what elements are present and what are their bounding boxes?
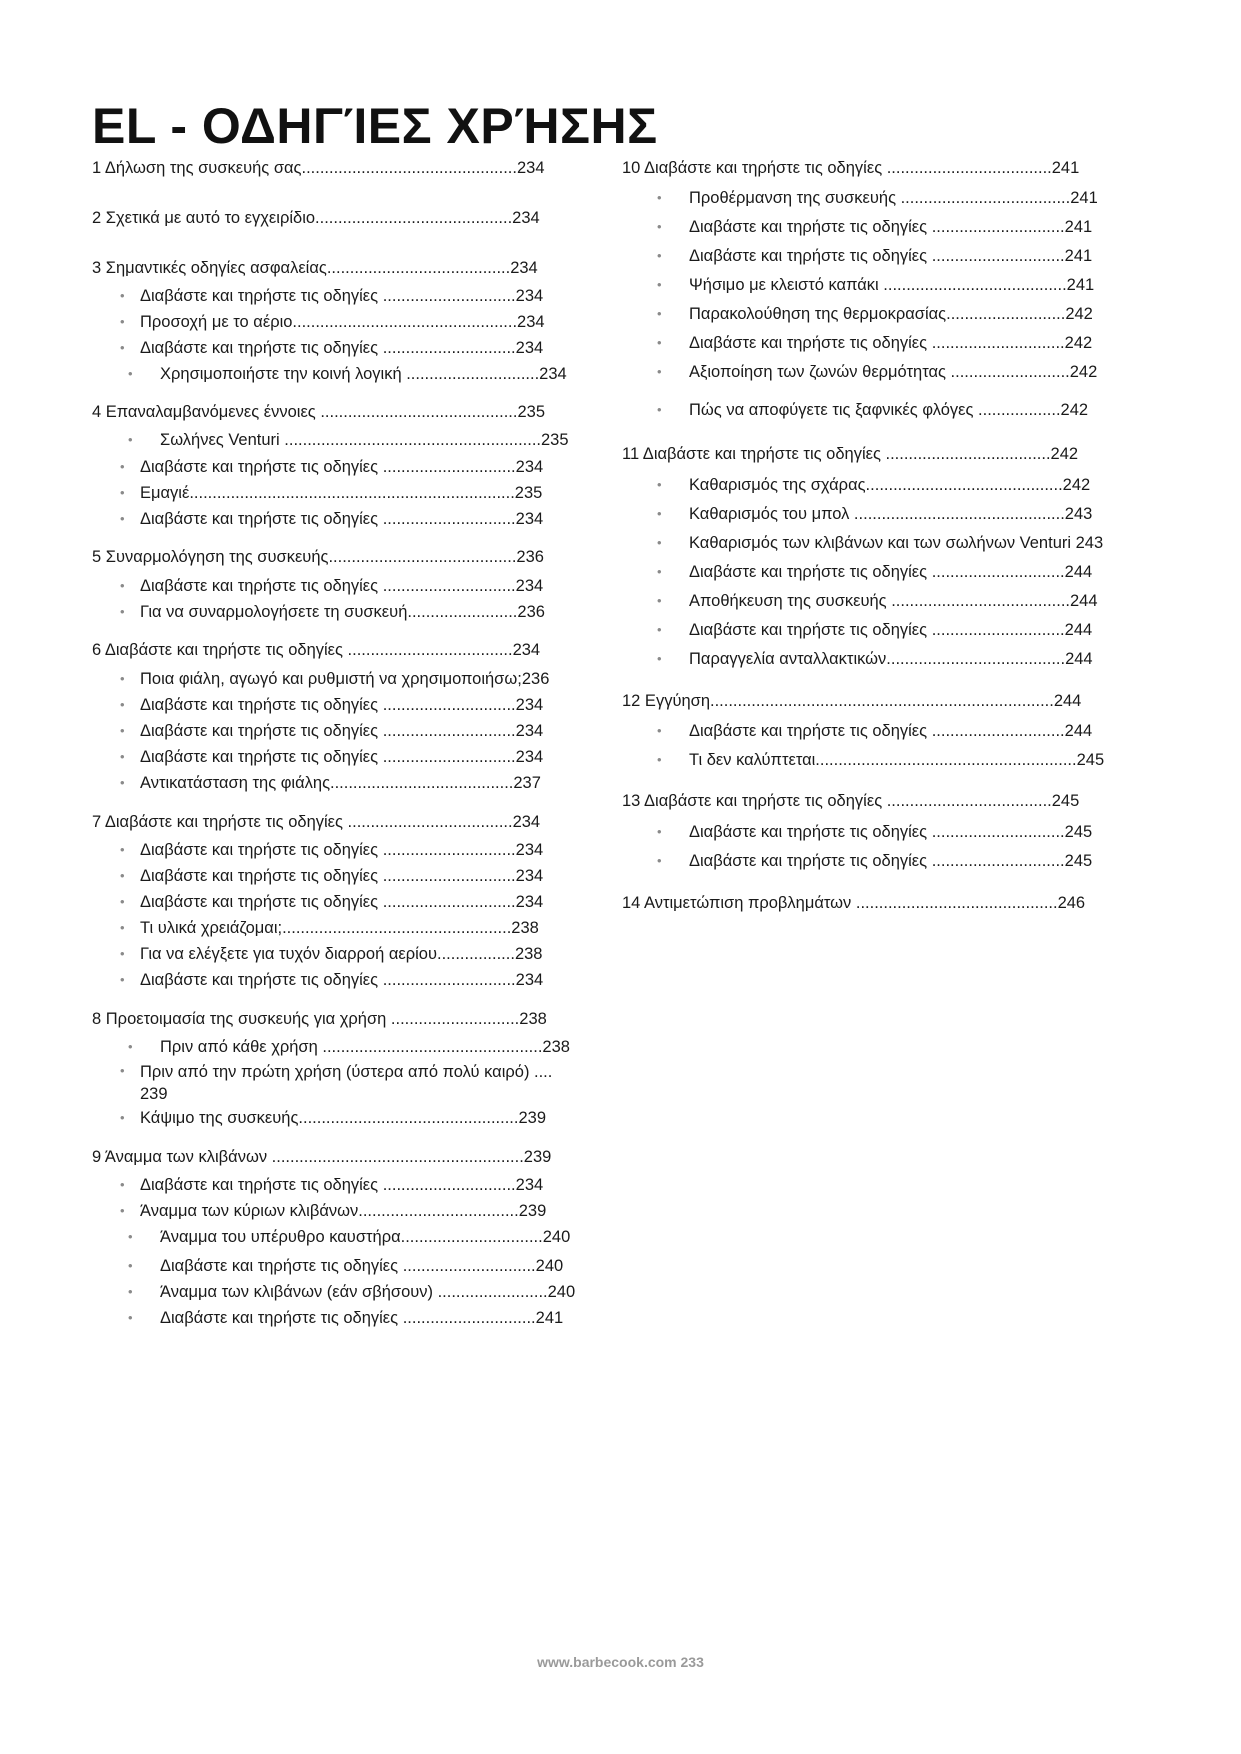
toc-subentry[interactable]: • Άναμμα των κύριων κλιβάνων...................................239 (120, 1202, 547, 1220)
toc-subentry[interactable]: • Για να συναρμολογήσετε τη συσκευή........................236 (120, 603, 545, 621)
bullet-icon: • (657, 506, 662, 521)
toc-subentry[interactable]: • Διαβάστε και τηρήστε τις οδηγίες .............................234 (120, 458, 544, 476)
toc-subentry[interactable]: • Διαβάστε και τηρήστε τις οδηγίες .............................234 (120, 722, 544, 740)
toc-subentry[interactable]: • Αντικατάσταση της φιάλης........................................237 (120, 774, 541, 792)
bullet-icon: • (120, 1110, 125, 1125)
toc-subentry[interactable]: • Αξιοποίηση των ζωνών θερμότητας ..........................242 (657, 363, 1098, 381)
bullet-icon: • (120, 1203, 125, 1218)
bullet-icon: • (657, 248, 662, 263)
toc-subentry[interactable]: • Διαβάστε και τηρήστε τις οδηγίες .............................234 (120, 841, 544, 859)
toc-subentry[interactable]: • Ποια φιάλη, αγωγό και ρυθμιστή να χρησιμοποιήσω;236 (120, 670, 550, 688)
bullet-icon: • (657, 535, 662, 550)
toc-subentry[interactable]: • Διαβάστε και τηρήστε τις οδηγίες .............................241 (657, 218, 1093, 236)
toc-subentry[interactable]: • Διαβάστε και τηρήστε τις οδηγίες .............................234 (120, 748, 544, 766)
toc-subentry[interactable]: • Διαβάστε και τηρήστε τις οδηγίες .............................234 (120, 696, 544, 714)
toc-entry-9[interactable]: 9 Άναμμα των κλιβάνων .......................................................239 (92, 1148, 552, 1166)
toc-subentry[interactable]: • Καθαρισμός του μπολ ..............................................243 (657, 505, 1093, 523)
toc-subentry[interactable]: • Τι υλικά χρειάζομαι;..................................................238 (120, 919, 539, 937)
toc-subentry[interactable]: • Διαβάστε και τηρήστε τις οδηγίες .............................244 (657, 621, 1093, 639)
toc-subentry[interactable]: • Προθέρμανση της συσκευής .....................................241 (657, 189, 1098, 207)
bullet-icon: • (120, 485, 125, 500)
bullet-icon: • (128, 1258, 133, 1273)
toc-subentry[interactable]: • Πριν από κάθε χρήση ................................................238 (128, 1038, 570, 1056)
bullet-icon: • (657, 364, 662, 379)
toc-entry-12[interactable]: 12 Εγγύηση...........................................................................244 (622, 692, 1082, 710)
toc-subentry[interactable]: • Πριν από την πρώτη χρήση (ύστερα από πολύ καιρό) .... 239 (120, 1063, 553, 1103)
toc-subentry[interactable]: • Διαβάστε και τηρήστε τις οδηγίες .............................234 (120, 1176, 544, 1194)
bullet-icon: • (128, 1284, 133, 1299)
bullet-icon: • (120, 868, 125, 883)
bullet-icon: • (120, 578, 125, 593)
toc-subentry[interactable]: • Διαβάστε και τηρήστε τις οδηγίες .............................234 (120, 867, 544, 885)
bullet-icon: • (120, 1177, 125, 1192)
toc-subentry[interactable]: • Άναμμα του υπέρυθρο καυστήρα...............................240 (128, 1228, 571, 1246)
bullet-icon: • (120, 946, 125, 961)
bullet-icon: • (657, 335, 662, 350)
bullet-icon: • (120, 1063, 125, 1078)
bullet-icon: • (120, 723, 125, 738)
toc-subentry[interactable]: • Διαβάστε και τηρήστε τις οδηγίες .............................240 (128, 1257, 564, 1275)
toc-entry-10[interactable]: 10 Διαβάστε και τηρήστε τις οδηγίες ....................................241 (622, 159, 1080, 177)
bullet-icon: • (657, 477, 662, 492)
bullet-icon: • (120, 288, 125, 303)
bullet-icon: • (657, 622, 662, 637)
toc-subentry[interactable]: • Διαβάστε και τηρήστε τις οδηγίες .............................241 (657, 247, 1093, 265)
toc-subentry[interactable]: • Διαβάστε και τηρήστε τις οδηγίες .............................244 (657, 722, 1093, 740)
toc-entry-3[interactable]: 3 Σημαντικές οδηγίες ασφαλείας........................................234 (92, 259, 538, 277)
toc-entry-6[interactable]: 6 Διαβάστε και τηρήστε τις οδηγίες ....................................234 (92, 641, 541, 659)
toc-subentry[interactable]: • Διαβάστε και τηρήστε τις οδηγίες .............................244 (657, 563, 1093, 581)
toc-subentry[interactable]: • Διαβάστε και τηρήστε τις οδηγίες .............................245 (657, 823, 1093, 841)
toc-subentry[interactable]: • Παρακολούθηση της θερμοκρασίας..........................242 (657, 305, 1093, 323)
bullet-icon: • (120, 920, 125, 935)
bullet-icon: • (120, 340, 125, 355)
toc-entry-1[interactable]: 1 Δήλωση της συσκευής σας...............................................234 (92, 159, 545, 177)
toc-subentry[interactable]: • Πώς να αποφύγετε τις ξαφνικές φλόγες ..................242 (657, 401, 1089, 419)
bullet-icon: • (120, 314, 125, 329)
toc-subentry[interactable]: • Διαβάστε και τηρήστε τις οδηγίες .............................241 (128, 1309, 564, 1327)
bullet-icon: • (128, 1229, 133, 1244)
bullet-icon: • (657, 723, 662, 738)
toc-subentry[interactable]: • Παραγγελία ανταλλακτικών.......................................244 (657, 650, 1093, 668)
bullet-icon: • (657, 752, 662, 767)
bullet-icon: • (120, 749, 125, 764)
toc-entry-5[interactable]: 5 Συναρμολόγηση της συσκευής.........................................236 (92, 548, 544, 566)
toc-subentry[interactable]: • Διαβάστε και τηρήστε τις οδηγίες .............................242 (657, 334, 1093, 352)
bullet-icon: • (128, 432, 133, 447)
bullet-icon: • (657, 824, 662, 839)
toc-subentry[interactable]: • Διαβάστε και τηρήστε τις οδηγίες .............................234 (120, 287, 544, 305)
toc-subentry[interactable]: • Σωλήνες Venturi ........................................................235 (128, 431, 569, 449)
bullet-icon: • (120, 604, 125, 619)
bullet-icon: • (120, 459, 125, 474)
bullet-icon: • (120, 671, 125, 686)
bullet-icon: • (120, 775, 125, 790)
page-footer: www.barbecook.com 233 (537, 1654, 704, 1670)
bullet-icon: • (657, 277, 662, 292)
toc-subentry[interactable]: • Αποθήκευση της συσκευής .......................................244 (657, 592, 1098, 610)
bullet-icon: • (120, 842, 125, 857)
bullet-icon: • (128, 1039, 133, 1054)
toc-subentry[interactable]: • Εμαγιέ.......................................................................235 (120, 484, 543, 502)
toc-subentry[interactable]: • Καθαρισμός των κλιβάνων και των σωλήνων Venturi 243 (657, 534, 1104, 552)
bullet-icon: • (657, 402, 662, 417)
bullet-icon: • (120, 972, 125, 987)
toc-subentry[interactable]: • Άναμμα των κλιβάνων (εάν σβήσουν) ........................240 (128, 1283, 576, 1301)
toc-entry-2[interactable]: 2 Σχετικά με αυτό το εγχειρίδιο...........................................234 (92, 209, 540, 227)
toc-entry-14[interactable]: 14 Αντιμετώπιση προβλημάτων ............................................246 (622, 894, 1086, 912)
toc-entry-4[interactable]: 4 Επαναλαμβανόμενες έννοιες ...........................................235 (92, 403, 545, 421)
bullet-icon: • (120, 894, 125, 909)
bullet-icon: • (657, 853, 662, 868)
toc-subentry[interactable]: • Ψήσιμο με κλειστό καπάκι ........................................241 (657, 276, 1095, 294)
bullet-icon: • (657, 651, 662, 666)
bullet-icon: • (657, 219, 662, 234)
toc-subentry[interactable]: • Τι δεν καλύπτεται.........................................................245 (657, 751, 1105, 769)
toc-entry-13[interactable]: 13 Διαβάστε και τηρήστε τις οδηγίες ....................................245 (622, 792, 1080, 810)
bullet-icon: • (120, 697, 125, 712)
toc-subentry[interactable]: • Διαβάστε και τηρήστε τις οδηγίες .............................234 (120, 510, 544, 528)
toc-subentry[interactable]: • Για να ελέγξετε για τυχόν διαρροή αερίου.................238 (120, 945, 543, 963)
toc-subentry[interactable]: • Κάψιμο της συσκευής................................................239 (120, 1109, 546, 1127)
toc-entry-7[interactable]: 7 Διαβάστε και τηρήστε τις οδηγίες ....................................234 (92, 813, 541, 831)
bullet-icon: • (120, 511, 125, 526)
bullet-icon: • (657, 593, 662, 608)
bullet-icon: • (657, 306, 662, 321)
toc-subentry[interactable]: • Διαβάστε και τηρήστε τις οδηγίες .............................234 (120, 577, 544, 595)
toc-entry-11[interactable]: 11 Διαβάστε και τηρήστε τις οδηγίες ....................................242 (622, 445, 1079, 463)
bullet-icon: • (128, 1310, 133, 1325)
toc-subentry[interactable]: • Χρησιμοποιήστε την κοινή λογική .............................234 (128, 365, 567, 383)
toc-subentry[interactable]: • Διαβάστε και τηρήστε τις οδηγίες .............................234 (120, 339, 544, 357)
toc-subentry[interactable]: • Διαβάστε και τηρήστε τις οδηγίες .............................234 (120, 893, 544, 911)
bullet-icon: • (657, 190, 662, 205)
toc-entry-8[interactable]: 8 Προετοιμασία της συσκευής για χρήση ............................238 (92, 1010, 547, 1028)
toc-subentry[interactable]: • Προσοχή με το αέριο.................................................234 (120, 313, 545, 331)
toc-subentry[interactable]: • Διαβάστε και τηρήστε τις οδηγίες .............................234 (120, 971, 544, 989)
page-title: EL - ΟΔΗΓΊΕΣ ΧΡΉΣΗΣ (92, 98, 658, 154)
bullet-icon: • (657, 564, 662, 579)
bullet-icon: • (128, 366, 133, 381)
toc-subentry[interactable]: • Διαβάστε και τηρήστε τις οδηγίες .............................245 (657, 852, 1093, 870)
toc-subentry[interactable]: • Καθαρισμός της σχάρας...........................................242 (657, 476, 1091, 494)
